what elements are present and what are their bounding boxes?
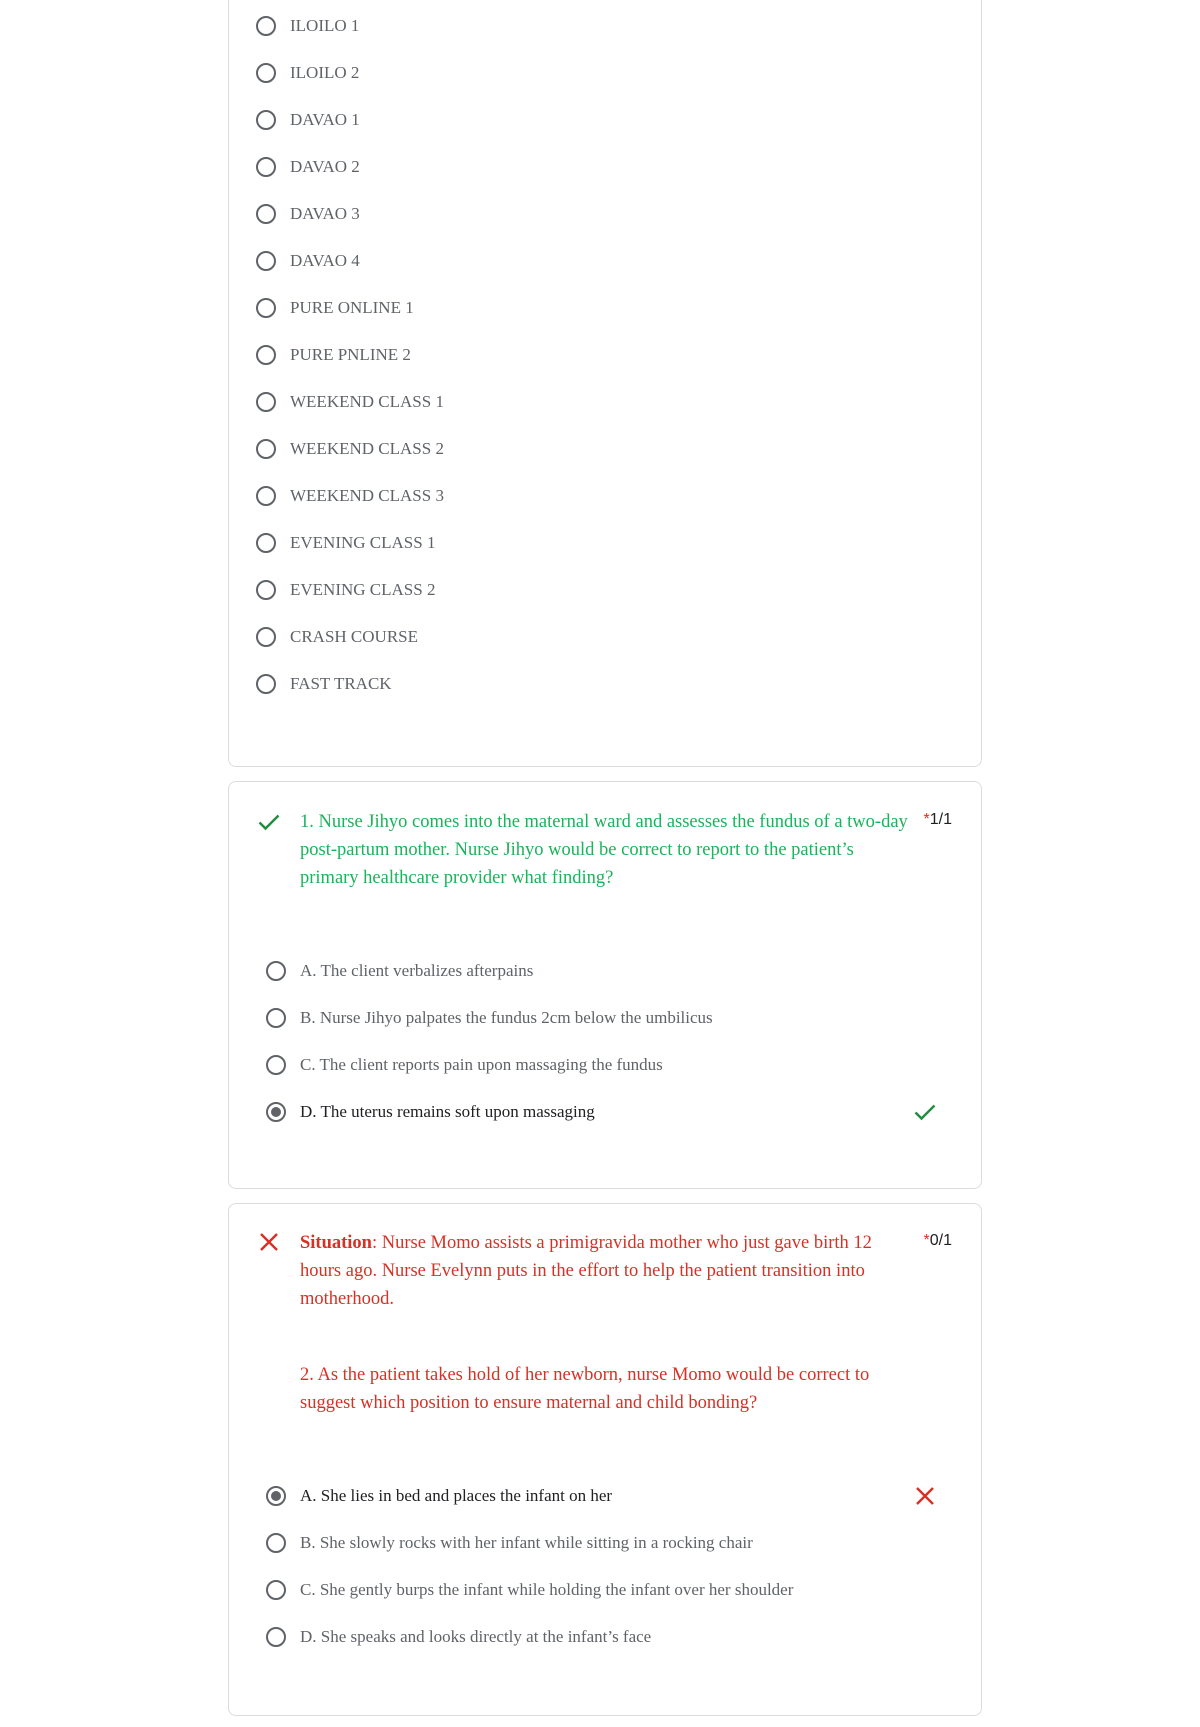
answer-option-label: C. The client reports pain upon massaging the fundus bbox=[300, 1055, 663, 1074]
answer-option-b[interactable] bbox=[266, 1533, 753, 1553]
class-option-label: CRASH COURSE bbox=[290, 627, 419, 646]
question-1-title: 1. Nurse Jihyo comes into the maternal ward and assesses the fundus of a two-day post-partum mother. Nurse Jihyo would be correct to report to the patient’s primary healthcare provider what finding? bbox=[300, 812, 908, 888]
radio-button-selected[interactable] bbox=[266, 1102, 286, 1122]
x-icon bbox=[913, 1484, 937, 1508]
answer-option-c[interactable] bbox=[266, 1580, 793, 1600]
radio-button[interactable] bbox=[266, 1533, 286, 1553]
class-option[interactable] bbox=[256, 251, 360, 271]
class-option[interactable] bbox=[256, 580, 435, 600]
class-option[interactable] bbox=[256, 345, 411, 365]
answer-option-label: A. She lies in bed and places the infant on her bbox=[300, 1486, 613, 1505]
x-icon bbox=[257, 1230, 281, 1254]
situation-text: : Nurse Momo assists a primigravida mother who just gave birth 12 hours ago. Nurse Evelynn puts in the effort to help the patient transition into motherhood. bbox=[300, 1233, 872, 1309]
radio-button[interactable] bbox=[256, 392, 276, 412]
radio-button[interactable] bbox=[256, 627, 276, 647]
radio-button[interactable] bbox=[256, 345, 276, 365]
class-option[interactable] bbox=[256, 204, 360, 224]
question-2-score bbox=[924, 1232, 952, 1250]
radio-button[interactable] bbox=[256, 486, 276, 506]
class-option[interactable] bbox=[256, 486, 444, 506]
class-option[interactable] bbox=[256, 16, 359, 36]
class-option-label: PURE ONLINE 1 bbox=[290, 298, 414, 317]
class-option[interactable] bbox=[256, 674, 392, 694]
question-2-card bbox=[228, 1203, 982, 1716]
radio-button[interactable] bbox=[256, 63, 276, 83]
answer-option-d[interactable] bbox=[266, 1627, 651, 1647]
class-option-label: ILOILO 1 bbox=[290, 16, 360, 35]
question-2-situation bbox=[300, 1229, 910, 1313]
class-option[interactable] bbox=[256, 627, 418, 647]
class-option[interactable] bbox=[256, 439, 444, 459]
class-option-label: FAST TRACK bbox=[290, 674, 392, 693]
class-option-label: WEEKEND CLASS 2 bbox=[290, 439, 444, 458]
radio-button[interactable] bbox=[256, 674, 276, 694]
class-option[interactable] bbox=[256, 298, 414, 318]
radio-button[interactable] bbox=[256, 157, 276, 177]
score-value: 1/1 bbox=[929, 811, 952, 828]
radio-button[interactable] bbox=[266, 1580, 286, 1600]
class-option-label: WEEKEND CLASS 1 bbox=[290, 392, 444, 411]
class-option[interactable] bbox=[256, 533, 435, 553]
class-option-label: WEEKEND CLASS 3 bbox=[290, 486, 444, 505]
answer-option-c[interactable] bbox=[266, 1055, 663, 1075]
answer-option-label: D. She speaks and looks directly at the infant’s face bbox=[300, 1627, 652, 1646]
class-option[interactable] bbox=[256, 110, 360, 130]
class-selection-card bbox=[228, 0, 982, 767]
radio-button[interactable] bbox=[266, 1627, 286, 1647]
radio-button-selected[interactable] bbox=[266, 1486, 286, 1506]
required-mark: * bbox=[923, 811, 930, 828]
answer-option-a[interactable] bbox=[266, 1486, 612, 1506]
radio-button[interactable] bbox=[256, 580, 276, 600]
answer-option-label: D. The uterus remains soft upon massaging bbox=[300, 1102, 595, 1121]
class-option-label: DAVAO 1 bbox=[290, 110, 360, 129]
class-option-label: DAVAO 4 bbox=[290, 251, 360, 270]
radio-button[interactable] bbox=[256, 533, 276, 553]
answer-option-label: B. Nurse Jihyo palpates the fundus 2cm below the umbilicus bbox=[300, 1008, 713, 1027]
radio-button[interactable] bbox=[256, 439, 276, 459]
radio-button[interactable] bbox=[266, 961, 286, 981]
class-option[interactable] bbox=[256, 63, 359, 83]
class-option[interactable] bbox=[256, 157, 360, 177]
answer-option-d[interactable] bbox=[266, 1102, 595, 1122]
radio-button[interactable] bbox=[256, 251, 276, 271]
question-2-title: 2. As the patient takes hold of her newborn, nurse Momo would be correct to suggest which position to ensure maternal and child bonding? bbox=[300, 1365, 870, 1413]
question-1-score bbox=[924, 811, 952, 829]
radio-button[interactable] bbox=[256, 110, 276, 130]
class-option-label: EVENING CLASS 1 bbox=[290, 533, 436, 552]
answer-option-label: C. She gently burps the infant while holding the infant over her shoulder bbox=[300, 1580, 794, 1599]
question-1-card bbox=[228, 781, 982, 1189]
score-value: 0/1 bbox=[929, 1232, 952, 1249]
radio-button[interactable] bbox=[266, 1008, 286, 1028]
class-option-label: ILOILO 2 bbox=[290, 63, 360, 82]
radio-button[interactable] bbox=[256, 204, 276, 224]
required-mark: * bbox=[923, 1232, 930, 1249]
radio-button[interactable] bbox=[256, 16, 276, 36]
class-option-label: EVENING CLASS 2 bbox=[290, 580, 436, 599]
radio-button[interactable] bbox=[266, 1055, 286, 1075]
check-icon bbox=[913, 1100, 937, 1124]
check-icon bbox=[257, 810, 281, 834]
radio-button[interactable] bbox=[256, 298, 276, 318]
situation-label: Situation bbox=[300, 1233, 372, 1253]
answer-option-label: A. The client verbalizes afterpains bbox=[300, 961, 534, 980]
class-option-label: PURE PNLINE 2 bbox=[290, 345, 411, 364]
class-option-label: DAVAO 3 bbox=[290, 204, 360, 223]
answer-option-a[interactable] bbox=[266, 961, 533, 981]
class-option-label: DAVAO 2 bbox=[290, 157, 360, 176]
answer-option-label: B. She slowly rocks with her infant while sitting in a rocking chair bbox=[300, 1533, 753, 1552]
class-option[interactable] bbox=[256, 392, 444, 412]
answer-option-b[interactable] bbox=[266, 1008, 713, 1028]
